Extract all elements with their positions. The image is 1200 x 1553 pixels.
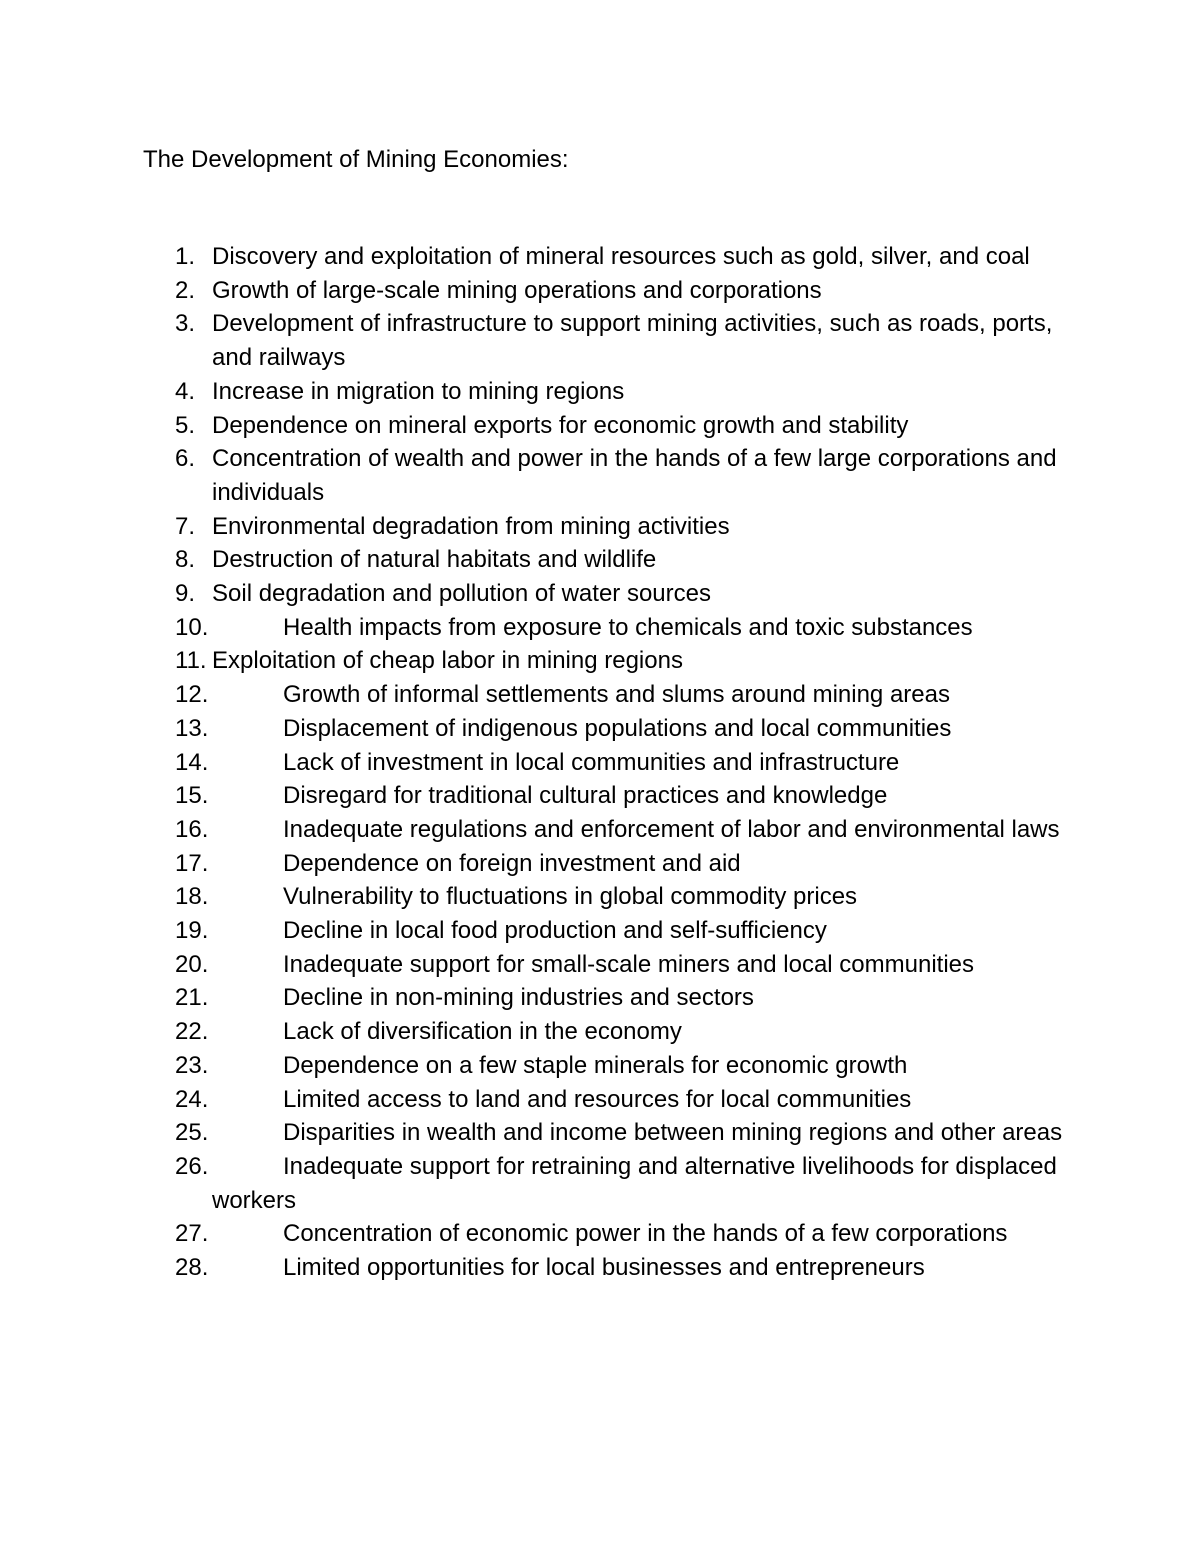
list-item-number: 27. [175,1220,209,1248]
list-item-number: 25. [175,1119,209,1147]
list-item-text: Limited access to land and resources for local communities [283,1085,912,1113]
list-item [175,1217,1075,1251]
list-item-number: 22. [175,1018,209,1046]
list-item-text: Dependence on mineral exports for economic growth and stability [212,411,909,439]
list-item-number: 26. [175,1152,209,1180]
list-item-number: 8. [175,546,196,574]
list-item-text: Growth of large-scale mining operations and corporations [212,276,822,304]
list-item [175,981,1075,1015]
list-item-text: Concentration of wealth and power in the hands of a few large corporations and individuals [212,445,1057,506]
list-item-number: 7. [175,512,196,540]
list-item-number: 6. [175,445,196,473]
list-item-number: 4. [175,377,196,405]
list-item-text: Destruction of natural habitats and wildlife [212,546,657,574]
list-item-number: 12. [175,681,209,709]
list-item-text: Discovery and exploitation of mineral resources such as gold, silver, and coal [212,243,1030,270]
list-item [175,375,1075,409]
page-title: The Development of Mining Economies: [143,146,569,173]
list-item [175,577,1075,611]
list-item-number: 24. [175,1085,209,1113]
list-item-number: 20. [175,950,209,978]
list-item-number: 9. [175,580,196,608]
list-item-text: Environmental degradation from mining activities [212,512,730,540]
list-item [175,813,1075,847]
list-item-number: 17. [175,849,209,877]
list-item-number: 2. [175,276,196,304]
list-item-number: 15. [175,782,209,810]
list-item [175,746,1075,780]
list-item [175,1015,1075,1049]
list-item [175,712,1075,746]
list-item-text: Inadequate support for small-scale miners and local communities [283,950,974,978]
list-item-text: Soil degradation and pollution of water sources [212,580,711,608]
list-item-number: 19. [175,917,209,945]
list-item-text: Health impacts from exposure to chemicals and toxic substances [283,613,973,641]
list-item-text: Limited opportunities for local businesses and entrepreneurs [283,1254,925,1282]
list-item [175,1116,1075,1150]
list-item [175,510,1075,544]
list-item-number: 3. [175,310,196,338]
list-item-number: 13. [175,714,209,742]
list-item [175,914,1075,948]
list-item-number: 5. [175,411,196,439]
list-item [175,409,1075,443]
list-item-text: Vulnerability to fluctuations in global commodity prices [283,883,858,911]
list-item-text: Development of infrastructure to support mining activities, such as roads, ports, and railways [212,310,1053,372]
list-item [175,644,1075,678]
list-item-text: Lack of diversification in the economy [283,1018,682,1046]
list-item-text: Disregard for traditional cultural practices and knowledge [283,782,888,810]
list-item-number: 21. [175,984,209,1012]
list-item-text: Dependence on a few staple minerals for economic growth [283,1051,908,1079]
list-item [175,678,1075,712]
list-item-text: Concentration of economic power in the hands of a few corporations [283,1220,1008,1248]
list-item-number: 10. [175,613,209,641]
list-item-text: Decline in non-mining industries and sectors [283,984,754,1012]
list-item [175,1049,1075,1083]
list-item-number: 14. [175,748,209,776]
list-item-text: Increase in migration to mining regions [212,377,625,405]
list-item-number: 16. [175,815,209,843]
list-item-text: Inadequate regulations and enforcement of labor and environmental laws [283,815,1060,843]
list-item-text: Disparities in wealth and income between mining regions and other areas [283,1119,1063,1147]
list-item [175,307,1075,374]
list-item [175,442,1075,509]
list-item [175,240,1075,274]
list-item-number: 11. [175,647,207,675]
list-item-number: 18. [175,883,209,911]
list-item-text: Dependence on foreign investment and aid [283,849,741,877]
list-item-text: Inadequate support for retraining and alternative livelihoods for displaced workers [212,1152,1057,1214]
list-item [175,948,1075,982]
list-item [175,880,1075,914]
list-item [175,274,1075,308]
list-item-text: Growth of informal settlements and slums around mining areas [283,681,950,709]
list-item [175,847,1075,881]
list-item [175,779,1075,813]
list-item-text: Displacement of indigenous populations and local communities [283,714,952,742]
list-item [175,1251,1075,1285]
list-item [175,1150,1075,1217]
list-item [175,611,1075,645]
list-item-number: 23. [175,1051,209,1079]
list-item-number: 28. [175,1254,209,1282]
list-item-number: 1. [175,243,196,270]
list-item-text: Lack of investment in local communities and infrastructure [283,748,900,776]
list-item-text: Decline in local food production and self-sufficiency [283,917,827,945]
list-item [175,1083,1075,1117]
numbered-list [175,240,1075,1285]
list-item [175,543,1075,577]
list-item-text: Exploitation of cheap labor in mining regions [212,647,683,675]
